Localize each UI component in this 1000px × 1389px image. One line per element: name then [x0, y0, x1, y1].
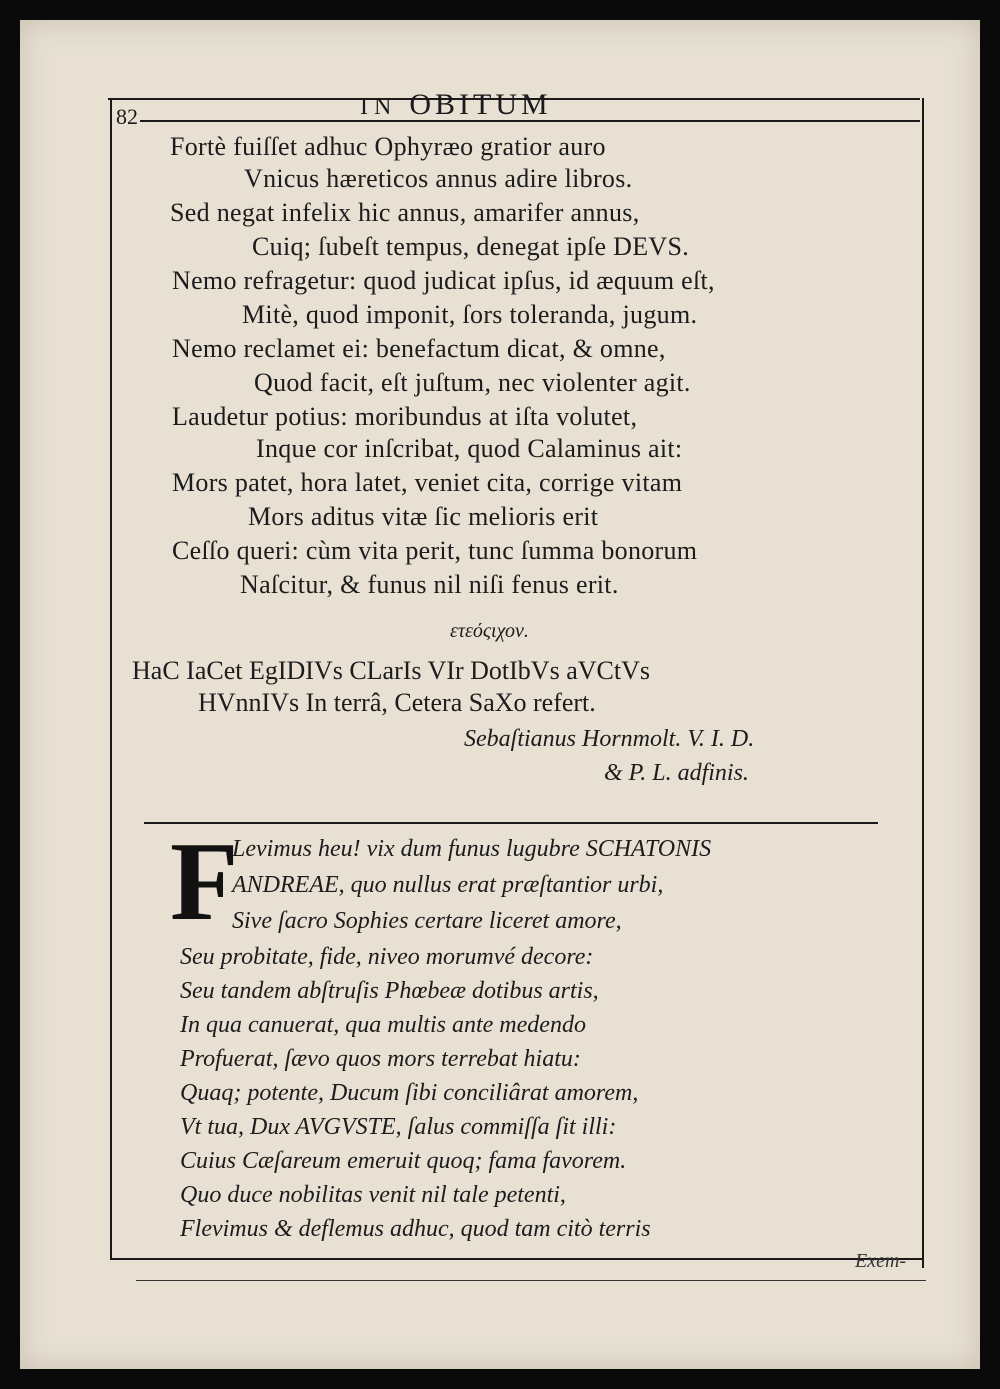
chronostichon-line-1: HaC IaCet EgIDIVs CLarIs VIr DotIbVs aVCtVs: [132, 656, 650, 685]
bottom-rule: [110, 1258, 922, 1260]
chronostichon-heading: ετεόςιχον.: [450, 620, 529, 642]
poem-line: Laudetur potius: moribundus at iſta volutet,: [172, 402, 638, 431]
poem-line: Mitè, quod imponit, ſors toleranda, jugum.: [242, 300, 698, 329]
running-head-title: OBITUM: [409, 88, 552, 121]
drop-cap: F: [170, 820, 239, 944]
poem-line: In qua canuerat, qua multis ante medendo: [180, 1012, 586, 1038]
poem-line: Cuius Cæſareum emeruit quoq; fama favorem.: [180, 1148, 627, 1174]
poem-line: Sive ſacro Sophies certare liceret amore,: [232, 908, 622, 934]
poem-line: Nemo refragetur: quod judicat ipſus, id æquum eſt,: [172, 266, 715, 295]
poem-line: Nemo reclamet ei: benefactum dicat, & omne,: [172, 334, 666, 363]
poem-line: Mors aditus vitæ ſic melioris erit: [248, 502, 599, 531]
poem-line: Vnicus hæreticos annus adire libros.: [244, 164, 633, 193]
poem-line: Seu tandem abſtruſis Phœbeæ dotibus artis,: [180, 978, 599, 1004]
poem-line: Seu probitate, fide, niveo morumvé decore:: [180, 944, 594, 970]
right-border: [922, 98, 924, 1268]
poem-line: Ceſſo queri: cùm vita perit, tunc ſumma bonorum: [172, 536, 698, 565]
poem-line: Naſcitur, & funus nil niſi fenus erit.: [240, 570, 619, 599]
poem-line: Flevimus & deflemus adhuc, quod tam citò terris: [180, 1216, 651, 1242]
section-divider: [144, 822, 878, 824]
poem-line: Quaq; potente, Ducum ſibi conciliârat amorem,: [180, 1080, 639, 1106]
poem-line: Levimus heu! vix dum funus lugubre SCHATONIS: [232, 836, 712, 862]
poem-line: Vt tua, Dux AVGVSTE, ſalus commiſſa ſit illi:: [180, 1114, 617, 1140]
poem-line: Cuiq; ſubeſt tempus, denegat ipſe DEVS.: [252, 232, 690, 261]
poem-line: Sed negat infelix hic annus, amarifer annus,: [170, 198, 640, 227]
page-number: 82: [116, 104, 138, 129]
poem-line: Quo duce nobilitas venit nil tale petenti,: [180, 1182, 566, 1208]
poem-line: Quod facit, eſt juſtum, nec violenter agit.: [254, 368, 691, 397]
poem-line: Profuerat, ſævo quos mors terrebat hiatu:: [180, 1046, 581, 1072]
poem-line: ANDREAE, quo nullus erat præſtantior urbi,: [232, 872, 664, 898]
poem-line: Mors patet, hora latet, veniet cita, corrige vitam: [172, 468, 683, 497]
signature-name: Sebaſtianus Hornmolt. V. I. D.: [464, 726, 755, 752]
signature-affiliation: & P. L. adfinis.: [604, 760, 749, 786]
poem-line: Inque cor inſcribat, quod Calaminus ait:: [256, 434, 683, 463]
running-head-prefix: IN: [360, 94, 398, 120]
chronostichon-line-2: HVnnIVs In terrâ, Cetera SaXo refert.: [198, 688, 596, 717]
poem-line: Fortè fuiſſet adhuc Ophyræo gratior auro: [170, 132, 606, 161]
catchword: Exem-: [855, 1250, 907, 1272]
running-head: [360, 88, 552, 122]
bottom-rule-outer: [136, 1280, 926, 1281]
left-border: [110, 98, 112, 1258]
